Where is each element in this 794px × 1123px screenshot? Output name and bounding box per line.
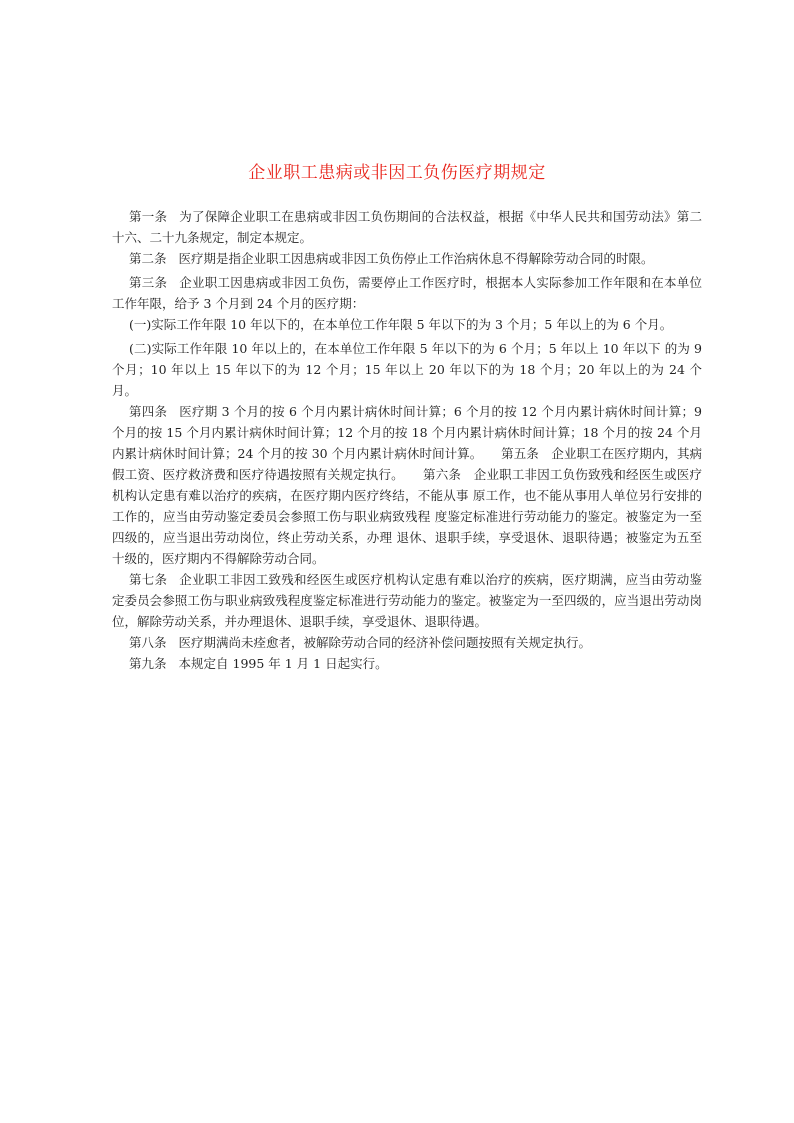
article-label: 第九条 [129,656,167,671]
article-text: 为了保障企业职工在患病或非因工负伤期间的合法权益，根据《中华人民共和国劳动法》第二十六、二十九条规定，制定本规定。 [112,209,702,245]
article-2 [112,248,702,269]
article-label: 第一条 [129,209,168,224]
article-label: 第四条 [129,404,168,419]
article-text: 企业职工非因工致残和经医生或医疗机构认定患有难以治疗的疾病，医疗期满，应当由劳动鉴定委员会参照工伤与职业病致残程度鉴定标准进行劳动能力的鉴定。被鉴定为一至四级的，应当退出劳动岗位，解除劳动关系，并办理退休、退职手续，享受退休、退职待遇。 [112,572,702,629]
article-7 [112,569,702,632]
article-9 [112,653,702,674]
document-title: 企业职工患病或非因工负伤医疗期规定 [248,163,546,183]
article-text: (二)实际工作年限 10 年以上的，在本单位工作年限 5 年以下的为 6 个月；5 年以上 10 年以下 的为 9 个月；10 年以上 15 年以下的为 12 个月；15 年以上 20 年以下的为 18 个月；20 年以上的为 24 个月。 [112,341,702,398]
article-3-item-1 [112,314,702,335]
article-text: 医疗期满尚未痊愈者，被解除劳动合同的经济补偿问题按照有关规定执行。 [178,635,592,650]
article-label: 第二条 [129,251,167,266]
article-label: 第七条 [129,572,168,587]
article-text: 企业职工因患病或非因工负伤，需要停止工作医疗时，根据本人实际参加工作年限和在本单位工作年限，给予 3 个月到 24 个月的医疗期： [112,275,702,311]
article-text: 医疗期 3 个月的按 6 个月内累计病休时间计算；6 个月的按 12 个月内累计病休时间计算；9 个月的按 15 个月内累计病休时间计算；12 个月的按 18 个月内累计病休时间计算；18 个月的按 24 个月内累计病休时间计算；24 个月的按 30 个月内累计病休时间计算。 第五条 企业职工在医疗期内，其病假工资、医疗救济费和医疗待遇按照有关规定执行。 第六条 企业职工非因工负伤致残和经医生或医疗机构认定患有难以治疗的疾病，在医疗期内医疗终结，不能从事 原工作，也不能从事用人单位另行安排的工作的，应当由劳动鉴定委员会参照工伤与职业病致残程 度鉴定标准进行劳动能力的鉴定。被鉴定为一至四级的，应当退出劳动岗位，终止劳动关系，办理 退休、退职手续，享受退休、退职待遇；被鉴定为五至十级的，医疗期内不得解除劳动合同。 [112,404,702,566]
article-text: 本规定自 1995 年 1 月 1 日起实行。 [178,656,388,671]
document-body [112,206,702,674]
article-1 [112,206,702,248]
article-label: 第八条 [129,635,167,650]
article-8 [112,632,702,653]
article-text: (一)实际工作年限 10 年以下的，在本单位工作年限 5 年以下的为 3 个月；5 年以上的为 6 个月。 [129,317,673,332]
article-3-item-2 [112,338,702,401]
article-4 [112,401,702,569]
article-text: 医疗期是指企业职工因患病或非因工负伤停止工作治病休息不得解除劳动合同的时限。 [178,251,654,266]
article-3 [112,272,702,314]
article-label: 第三条 [129,275,168,290]
